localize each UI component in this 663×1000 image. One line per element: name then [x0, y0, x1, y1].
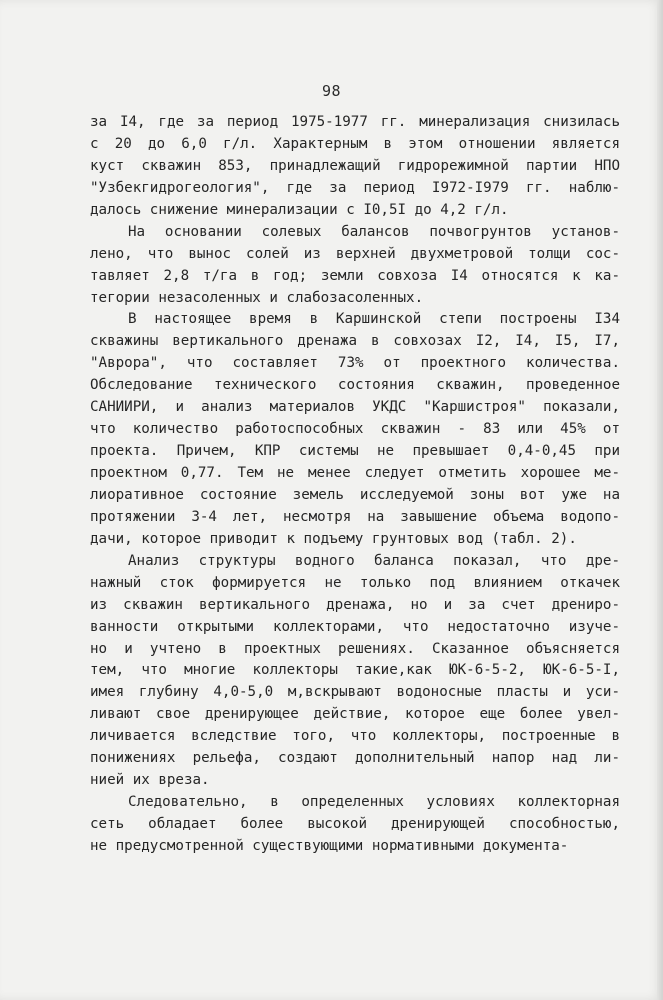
- text-line: сеть обладает более высокой дренирующей способностью,: [90, 816, 620, 832]
- text-line: личивается вследствие того, что коллекторы, построенные в: [90, 728, 620, 745]
- text-line: Обследование технического состояния скважин, проведенное: [90, 377, 620, 394]
- body-text: [90, 112, 620, 858]
- text-line: Следовательно, в определенных условиях коллекторная: [128, 794, 620, 811]
- text-line: "Аврора", что составляет 73% от проектного количества.: [90, 355, 620, 372]
- text-line: проекта. Причем, КПР системы не превышает 0,4-0,45 при: [90, 443, 620, 460]
- text-line: далось снижение минерализации с I0,5I до 4,2 г/л.: [90, 201, 509, 218]
- text-line: понижениях рельефа, создают дополнительный напор над ли-: [90, 750, 620, 767]
- text-line: тем, что многие коллекторы такие,как ЮК-6-5-2, ЮК-6-5-I,: [90, 662, 620, 679]
- text-line: дачи, которое приводит к подъему грунтовых вод (табл. 2).: [90, 530, 577, 547]
- paragraph: [90, 112, 620, 222]
- text-line: лено, что вынос солей из верхней двухметровой толщи сос-: [90, 245, 620, 262]
- text-line: скважины вертикального дренажа в совхозах I2, I4, I5, I7,: [90, 333, 620, 350]
- text-line: за I4, где за период 1975-1977 гг. минерализация снизилась: [90, 114, 620, 130]
- text-line: нажный сток формируется не только под влиянием откачек: [90, 574, 620, 591]
- text-line: что количество работоспособных скважин - 83 или 45% от: [90, 421, 620, 438]
- text-line: с 20 до 6,0 г/л. Характерным в этом отношении является: [90, 135, 620, 152]
- paragraph: [90, 792, 620, 858]
- text-line: тегории незасоленных и слабозасоленных.: [90, 289, 424, 306]
- text-line: нией их вреза.: [90, 772, 210, 789]
- text-line: куст скважин 853, принадлежащий гидрорежимной партии НПО: [90, 157, 620, 174]
- page-edge-shadow: [657, 0, 663, 1000]
- text-line: лиоративное состояние земель исследуемой зоны вот уже на: [90, 486, 620, 503]
- text-line: В настоящее время в Каршинской степи построены I34: [128, 311, 620, 328]
- paragraph: [90, 222, 620, 310]
- text-line: не предусмотренной существующими нормативными документа-: [90, 837, 569, 854]
- text-line: тавляет 2,8 т/га в год; земли совхоза I4 относятся к ка-: [90, 267, 620, 284]
- text-line: имея глубину 4,0-5,0 м,вскрывают водоносные пласты и уси-: [90, 684, 620, 701]
- page-number: 98: [321, 82, 342, 100]
- text-line: из скважин вертикального дренажа, но и за счет дрениро-: [90, 596, 620, 613]
- text-line: но и учтено в проектных решениях. Сказанное объясняется: [90, 640, 620, 657]
- text-line: протяжении 3-4 лет, несмотря на завышение объема водопо-: [90, 508, 620, 525]
- text-line: проектном 0,77. Тем не менее следует отметить хорошее ме-: [90, 465, 620, 481]
- text-line: На основании солевых балансов почвогрунтов установ-: [128, 223, 620, 240]
- text-line: САНИИРИ, и анализ материалов УКДС "Каршистроя" показали,: [90, 399, 620, 416]
- paragraph: [90, 551, 620, 792]
- text-line: Анализ структуры водного баланса показал, что дре-: [128, 552, 620, 569]
- text-line: ливают свое дренирующее действие, которое еще более увел-: [90, 706, 620, 723]
- paragraph: [90, 309, 620, 550]
- text-line: "Узбекгидрогеология", где за период I972-I979 гг. наблю-: [90, 179, 620, 196]
- text-line: ванности открытыми коллекторами, что недостаточно изуче-: [90, 618, 620, 635]
